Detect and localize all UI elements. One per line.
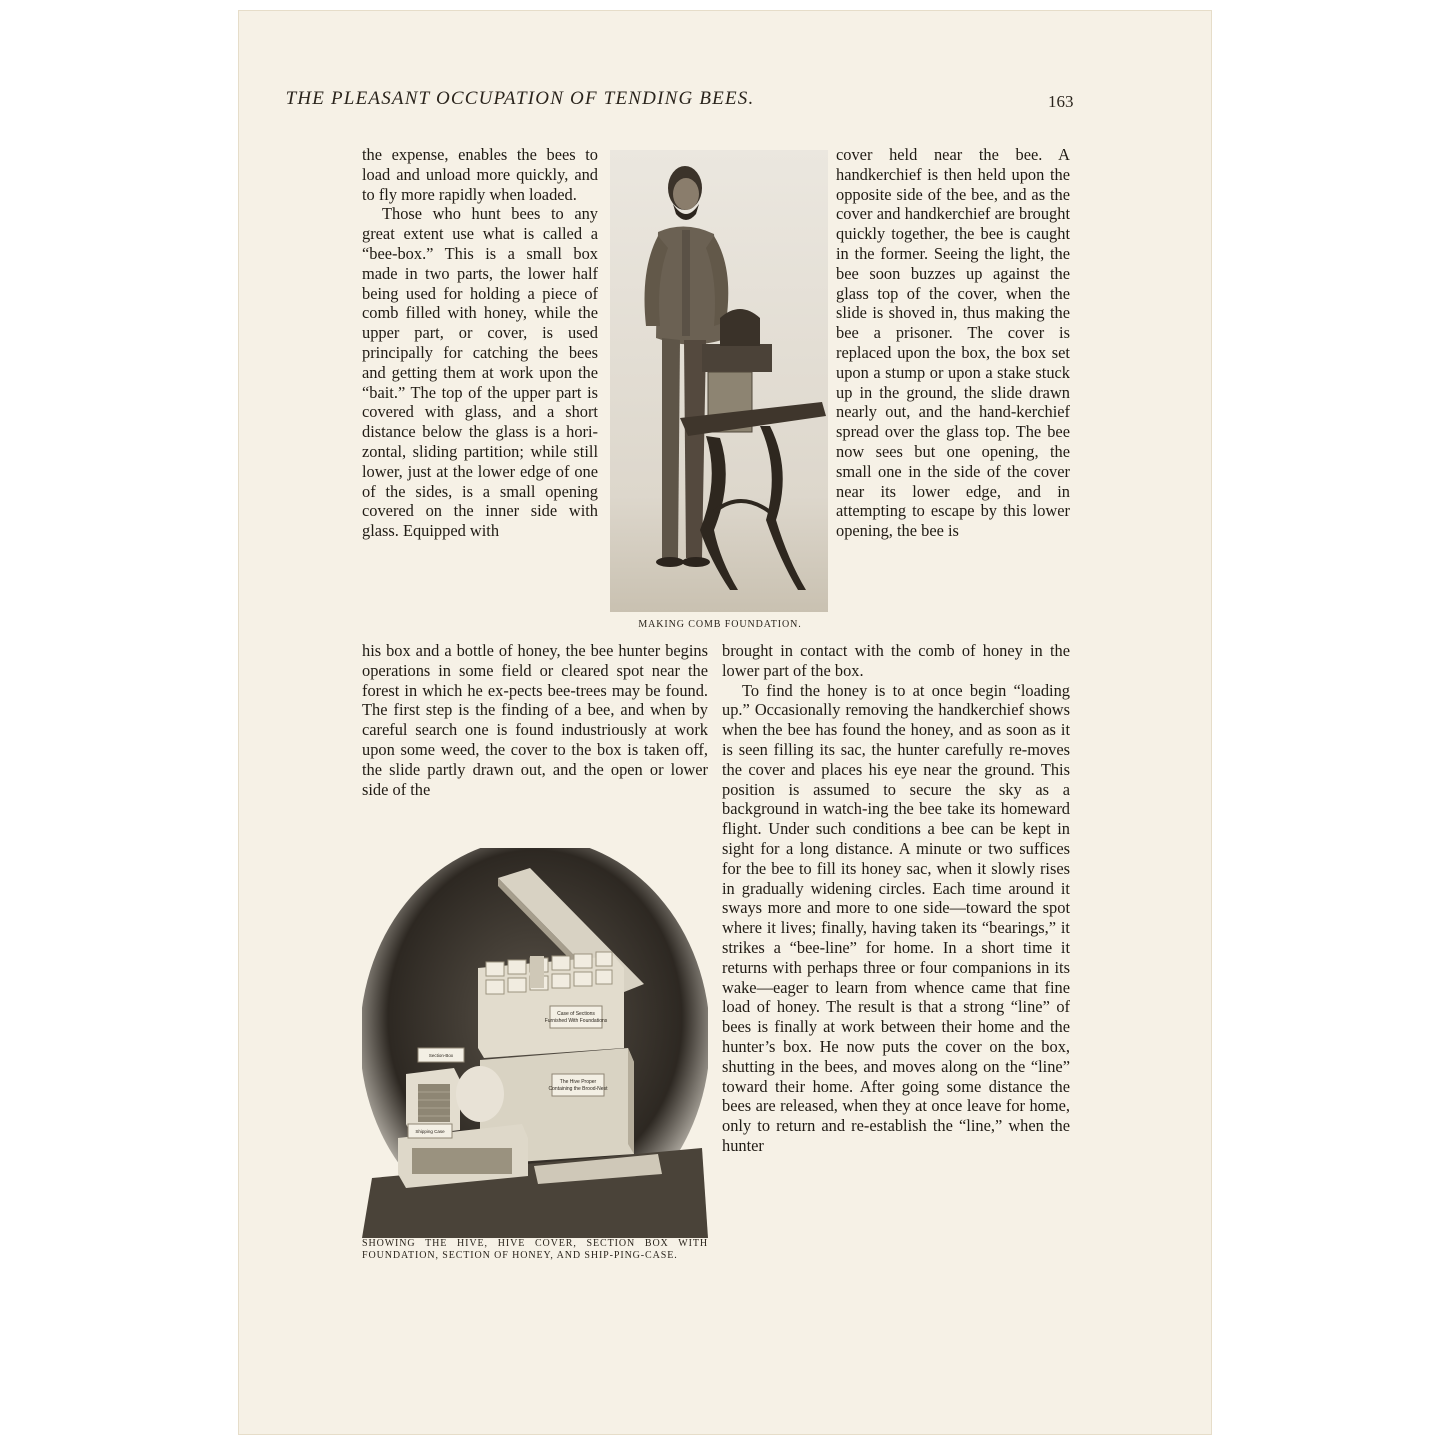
hive-illustration bbox=[362, 848, 708, 1238]
svg-text:Furnished With Foundations: Furnished With Foundations bbox=[544, 1018, 608, 1024]
svg-text:The Hive Proper: The Hive Proper bbox=[559, 1079, 597, 1085]
right-column-top bbox=[836, 145, 1070, 640]
paragraph: To find the honey is to at once begin “loading up.” Occasionally removing the handkerchief shows when the bee has found the honey, and as soon as it is seen filling its sac, the hunter carefully re-moves the cover and places his eye near the ground. This position is assumed to secure the sky as a background in watch-ing the bee take its homeward flight. Under such conditions a bee can be kept in sight for a long distance. A minute or two suffices for the bee to fill its honey sac, when it slowly rises in gradually widening circles. Each time around it sways more and more to one side—toward the spot where it lives; finally, having taken its “bearings,” it strikes a “bee-line” for home. In a short time it returns with perhaps three or four companions in its wake—eager to learn from whence came that fine load of honey. The result is that a strong “line” of bees is finally at work between their home and the hunter’s box. He now puts the cover on the box, shutting in the bees, and moves along on the “line” toward their home. After going some distance the bees are released, when they at once leave for home, only to return and re-establish the “line,” when the hunter bbox=[722, 680, 1070, 1155]
figure-caption: MAKING COMB FOUNDATION. bbox=[638, 619, 802, 630]
svg-text:Containing the Brood-Nest: Containing the Brood-Nest bbox=[548, 1086, 608, 1092]
case-label: Case of Sections bbox=[557, 1011, 595, 1017]
paragraph: Those who hunt bees to any great extent use what is called a “bee-box.” This is a small box made in two parts, the lower half being used for holding a piece of comb filled with honey, while the upper part, or cover, is used principally for catching the bees and getting them at work upon the “bait.” The top of the upper part is covered with glass, and a short distance below the glass is a hori-zontal, sliding partition; while still lower, just at the lower edge of one of the sides, is a small opening covered on the inner side with glass. Equipped with bbox=[362, 204, 598, 541]
paragraph: brought in contact with the comb of honey in the lower part of the box. bbox=[722, 641, 1070, 680]
left-column-top bbox=[362, 145, 598, 640]
paragraph: his box and a bottle of honey, the bee hunter begins operations in some field or cleared spot near the forest in which he ex-pects bee-trees may be found. The first step is the finding of a bee, and when by careful search one is found industriously at work upon some weed, the cover to the box is taken off, the slide partly drawn out, and the open or lower side of the bbox=[362, 641, 708, 799]
hive-photo bbox=[362, 848, 708, 1238]
paragraph: cover held near the bee. A handkerchief is then held upon the opposite side of the bee, and as the cover and handkerchief are brought quickly together, the bee is caught in the former. Seeing the light, the bee soon buzzes up against the glass top of the cover, when the slide is shoved in, thus making the bee a prisoner. The cover is replaced upon the box, the box set upon a stump or upon a stake stuck up in the ground, the slide drawn nearly out, and the hand-kerchief spread over the glass top. The bee now sees but one opening, the small one in the side of the cover near its lower edge, and in attempting to escape by this lower opening, the bee is bbox=[836, 145, 1070, 541]
page-number: 163 bbox=[1048, 92, 1074, 111]
figure-caption: SHOWING THE HIVE, HIVE COVER, SECTION BOX WITH FOUNDATION, SECTION OF HONEY, AND SHIP-PING-CASE. bbox=[362, 1238, 708, 1261]
right-column-bottom bbox=[722, 641, 1070, 1281]
man-with-machine-illustration bbox=[610, 150, 828, 612]
left-column-bottom bbox=[362, 641, 708, 821]
svg-text:Section-Box: Section-Box bbox=[428, 1053, 454, 1058]
comb-foundation-photo bbox=[610, 150, 828, 612]
running-header: THE PLEASANT OCCUPATION OF TENDING BEES. bbox=[285, 88, 755, 109]
svg-text:Shipping Case: Shipping Case bbox=[415, 1129, 445, 1134]
paragraph: the expense, enables the bees to load and unload more quickly, and to fly more rapidly when loaded. bbox=[362, 145, 598, 204]
